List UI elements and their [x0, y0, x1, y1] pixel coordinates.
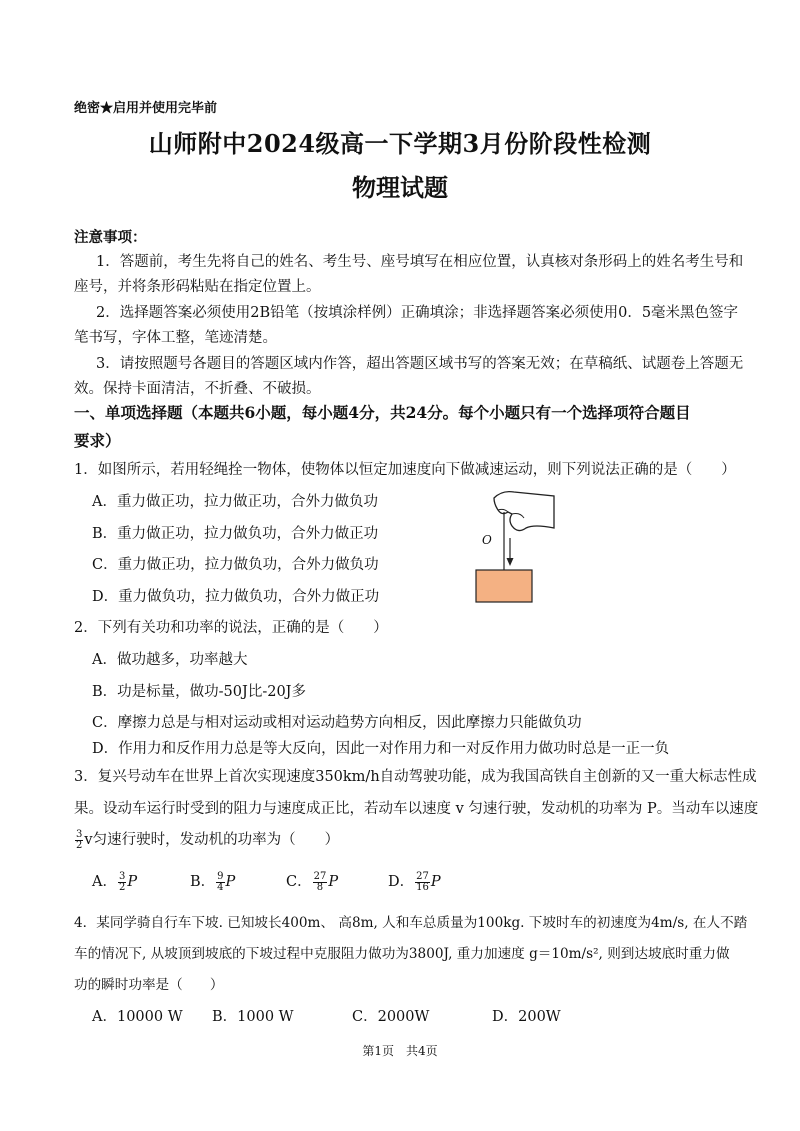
question-4-line1: 4．某同学骑自行车下坡. 已知坡长400m、 高8m, 人和车总质量为100kg. 下坡时车的初速度为4m/s, 在人不踏: [74, 915, 748, 931]
notes-line: 效。保持卡面清洁，不折叠、不破损。: [74, 381, 321, 397]
page-footer: 第1页 共4页: [362, 1044, 438, 1058]
q2-option-b: B．功是标量，做功-50J比-20J多: [92, 684, 306, 700]
exam-subtitle: 物理试题: [352, 173, 448, 202]
q2-option-d: D．作用力和反作用力总是等大反向，因此一对作用力和一对反作用力做功时总是一正一负: [92, 741, 670, 757]
q4-option-d: D．200W: [492, 1009, 561, 1025]
point-o-label: O: [482, 533, 492, 547]
q3-option-c: C． $\frac{27}{8}$ P: [286, 870, 339, 893]
question-4-line3: 功的瞬时功率是（ ）: [74, 977, 224, 993]
q2-option-c: C．摩擦力总是与相对运动或相对运动趋势方向相反，因此摩擦力只能做负功: [92, 715, 582, 731]
q1-option-a: A．重力做正功，拉力做正功，合外力做负功: [92, 494, 378, 510]
notes-heading: 注意事项：: [74, 229, 147, 246]
q1-option-c: C．重力做正功，拉力做负功，合外力做负功: [92, 557, 379, 573]
hand-rope-block-figure: [468, 488, 558, 606]
question-3-line2: 果。设动车运行时受到的阻力与速度成正比，若动车以速度 v 匀速行驶，发动机的功率为 P。当动车以速度: [74, 801, 759, 817]
confidential-mark: 绝密★启用并使用完毕前: [74, 101, 218, 116]
question-3-line1: 3．复兴号动车在世界上首次实现速度350km/h自动驾驶功能，成为我国高铁自主创新的又一重大标志性成: [74, 769, 757, 785]
q1-option-b: B．重力做正功，拉力做负功，合外力做正功: [92, 526, 379, 542]
section-heading-cont: 要求）: [74, 431, 121, 450]
exam-title: 山师附中2024级高一下学期3月份阶段性检测: [148, 129, 652, 158]
notes-line: 笔书写，字体工整，笔迹清楚。: [74, 330, 277, 346]
q1-option-d: D．重力做负功，拉力做负功，合外力做正功: [92, 589, 380, 605]
question-2-stem: 2．下列有关功和功率的说法，正确的是（ ）: [74, 620, 388, 636]
q3-option-d: D． $\frac{27}{16}$ P: [388, 870, 441, 893]
notes-line: 1．答题前，考生先将自己的姓名、考生号、座号填写在相应位置，认真核对条形码上的姓名考生号和: [96, 254, 744, 270]
q4-option-b: B．1000 W: [212, 1009, 294, 1025]
q3-option-a: A． $\frac{3}{2}$ P: [92, 870, 138, 893]
q4-option-c: C．2000W: [352, 1009, 430, 1025]
q3-option-b: B． $\frac{9}{4}$ P: [190, 870, 236, 893]
q2-option-a: A．做功越多，功率越大: [92, 652, 248, 668]
question-3-line3: $\frac{3}{2}$ v匀速行驶时，发动机的功率为（ ）: [76, 828, 340, 851]
notes-line: 3．请按照题号各题目的答题区域内作答，超出答题区域书写的答案无效；在草稿纸、试题卷上答题无: [96, 356, 744, 372]
notes-line: 座号，并将条形码粘贴在指定位置上。: [74, 279, 321, 295]
fraction: $\frac{3}{2}$: [76, 828, 83, 851]
notes-line: 2．选择题答案必须使用2B铅笔（按填涂样例）正确填涂；非选择题答案必须使用0．5毫米黑色签字: [96, 305, 739, 321]
section-heading: 一、单项选择题（本题共6小题，每小题4分，共24分。每个小题只有一个选择项符合题目: [74, 403, 691, 422]
q4-option-a: A．10000 W: [92, 1009, 183, 1025]
question-1-stem: 1．如图所示，若用轻绳拴一物体，使物体以恒定加速度向下做减速运动，则下列说法正确的是（ ）: [74, 462, 736, 478]
question-4-line2: 车的情况下, 从坡顶到坡底的下坡过程中克服阻力做功为3800J, 重力加速度 g＝10m/s², 则到达坡底时重力做: [74, 946, 730, 962]
